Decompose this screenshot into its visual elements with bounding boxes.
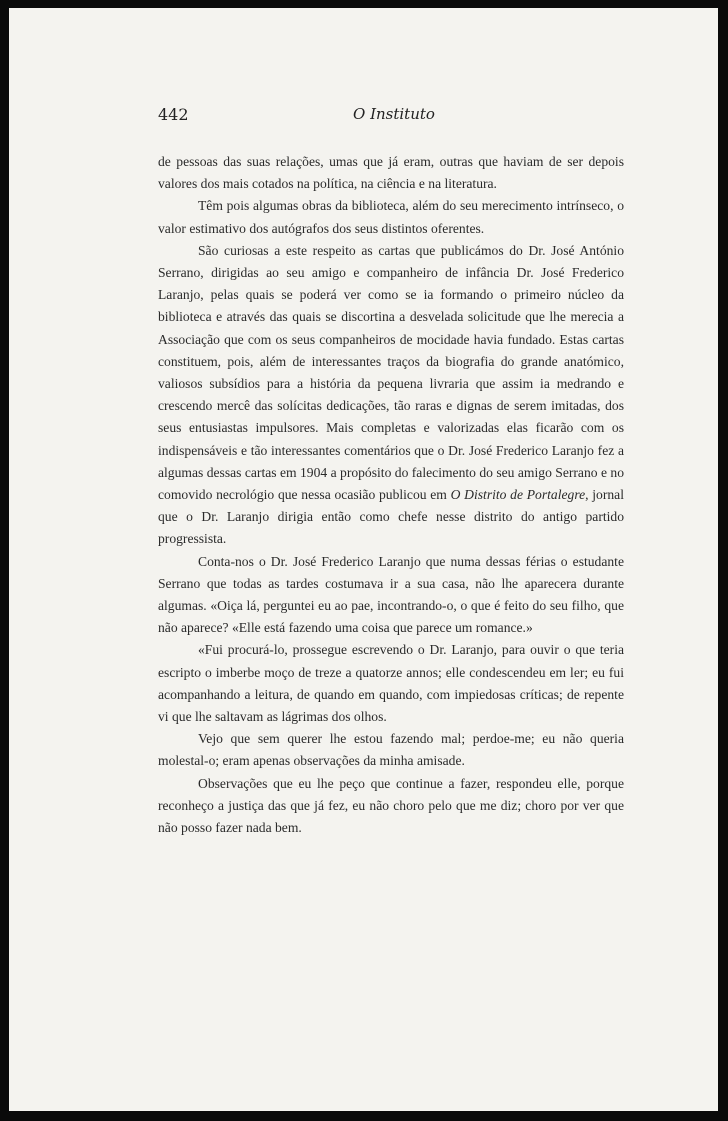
paragraph-3: [158, 240, 624, 551]
paragraph-6: Vejo que sem querer lhe estou fazendo mal; perdoe-me; eu não queria molestal-o; eram apenas observações da minha amisade.: [158, 731, 624, 769]
page-header: [9, 105, 718, 129]
paragraph-1: de pessoas das suas relações, umas que já eram, outras que haviam de ser depois valores dos mais cotados na política, na ciência e na literatura.: [158, 154, 624, 192]
page-number: 442: [158, 105, 189, 124]
paragraph-3-text-after: , jornal que o Dr. Laranjo dirigia então como chefe nesse distrito do antigo partido progressista.: [158, 487, 624, 547]
paragraph-7: Observações que eu lhe peço que continue a fazer, respondeu elle, porque reconheço a justiça das que já fez, eu não choro pelo que me diz; choro por ver que não posso fazer nada bem.: [158, 775, 624, 836]
book-page: [9, 8, 718, 1111]
paragraph-2: Têm pois algumas obras da biblioteca, além do seu merecimento intrínseco, o valor estimativo dos autógrafos dos seus distintos oferentes.: [158, 198, 624, 236]
body-text: [158, 151, 624, 839]
running-title: O Instituto: [353, 105, 435, 123]
newspaper-title: O Distrito de Portalegre: [450, 487, 586, 503]
paragraph-4: Conta-nos o Dr. José Frederico Laranjo que numa dessas férias o estudante Serrano que todas as tardes costumava ir a sua casa, não lhe aparecera durante algumas. «Oiça lá, perguntei eu ao pae, incontrando-o, o que é feito do seu filho, que não aparece? «Elle está fazendo uma coisa que parece um romance.»: [158, 553, 624, 636]
paragraph-5: «Fui procurá-lo, prossegue escrevendo o Dr. Laranjo, para ouvir o que teria escripto o imberbe moço de treze a quatorze annos; elle condescendeu em ler; eu fui acompanhando a leitura, de quando em quando, com impiedosas críticas; de repente vi que lhe saltavam as lágrimas dos olhos.: [158, 642, 624, 725]
paragraph-3-text-before: São curiosas a este respeito as cartas que publicámos do Dr. José António Serrano, dirigidas ao seu amigo e companheiro de infância Dr. José Frederico Laranjo, pelas quais se poderá ver como se ia formando o primeiro núcleo da biblioteca e através das quais se discortina a desvelada solicitude que lhe merecia a Associação que com os seus companheiros de mocidade havia fundado. Estas cartas constituem, pois, além de interessantes traços da biografia do grande anatómico, valiosos subsídios para a história da pequena livraria que assim ia medrando e crescendo mercê das solícitas dedicações, tão raras e dignas de serem imitadas, dos seus entusiastas impulsores. Mais completas e valorizadas elas ficarão com os indispensáveis e tão interessantes comentários que o Dr. José Frederico Laranjo fez a algumas dessas cartas em 1904 a propósito do falecimento do seu amigo Serrano e no comovido necrológio que nessa ocasião publicou em: [158, 242, 624, 503]
